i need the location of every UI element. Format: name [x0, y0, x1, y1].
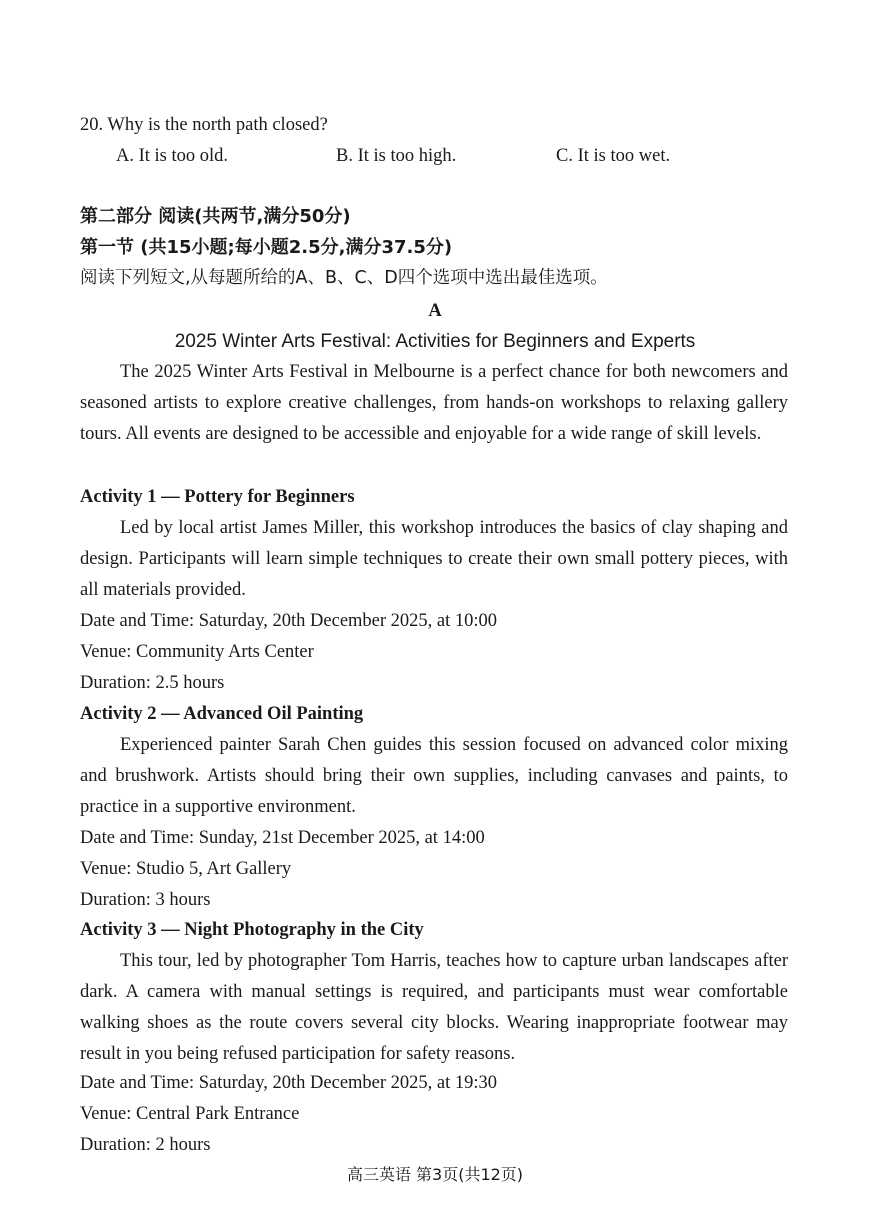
activity-3-duration: Duration: 2 hours: [80, 1135, 211, 1155]
activity-2-description: Experienced painter Sarah Chen guides this session focused on advanced color mixing and brushwork. Artists should bring their own supplies, including canvases and paints, to practice in a supportive environment.: [80, 735, 788, 817]
activity-2-date-time: Date and Time: Sunday, 21st December 2025, at 14:00: [80, 828, 485, 848]
activity-3-date-time: Date and Time: Saturday, 20th December 2025, at 19:30: [80, 1073, 498, 1093]
activity-1-venue: Venue: Community Arts Center: [80, 642, 314, 662]
option-b: B. It is too high.: [336, 146, 457, 166]
activity-1-date-time: Date and Time: Saturday, 20th December 2025, at 10:00: [80, 611, 498, 631]
passage-intro: The 2025 Winter Arts Festival in Melbourne is a perfect chance for both newcomers and seasoned artists to explore creative challenges, from hands-on workshops to relaxing gallery tours. All events are designed to be accessible and enjoyable for a wide range of skill levels.: [80, 362, 788, 444]
passage-title: 2025 Winter Arts Festival: Activities for Beginners and Experts: [174, 331, 696, 352]
activity-3-venue: Venue: Central Park Entrance: [80, 1104, 300, 1124]
activity-3-description: This tour, led by photographer Tom Harris, teaches how to capture urban landscapes after dark. A camera with manual settings is required, and participants must wear comfortable walking shoes as the route covers several city blocks. Wearing inappropriate footwear may result in you being refused participation for safety reasons.: [80, 951, 788, 1064]
instruction-text: 阅读下列短文,从每题所给的A、B、C、D四个选项中选出最佳选项。: [80, 268, 608, 288]
subsection-heading: 第一节 (共15小题;每小题2.5分,满分37.5分): [80, 237, 453, 258]
activity-2-duration: Duration: 3 hours: [80, 890, 211, 910]
activity-3-heading: Activity 3 — Night Photography in the City: [80, 920, 424, 940]
activity-2-venue: Venue: Studio 5, Art Gallery: [80, 859, 292, 879]
section-heading: 第二部分 阅读(共两节,满分50分): [80, 206, 351, 227]
option-c: C. It is too wet.: [556, 146, 671, 166]
page-footer: 高三英语 第3页(共12页): [346, 1165, 524, 1184]
question-stem: 20. Why is the north path closed?: [80, 115, 328, 135]
activity-1-duration: Duration: 2.5 hours: [80, 673, 225, 693]
activity-1-heading: Activity 1 — Pottery for Beginners: [80, 487, 355, 507]
activity-1-description: Led by local artist James Miller, this workshop introduces the basics of clay shaping and design. Participants will learn simple techniques to create their own small pottery pieces, with all materials provided.: [80, 518, 788, 600]
option-a: A. It is too old.: [116, 146, 229, 166]
activity-2-heading: Activity 2 — Advanced Oil Painting: [80, 704, 364, 724]
passage-letter: A: [428, 301, 442, 321]
